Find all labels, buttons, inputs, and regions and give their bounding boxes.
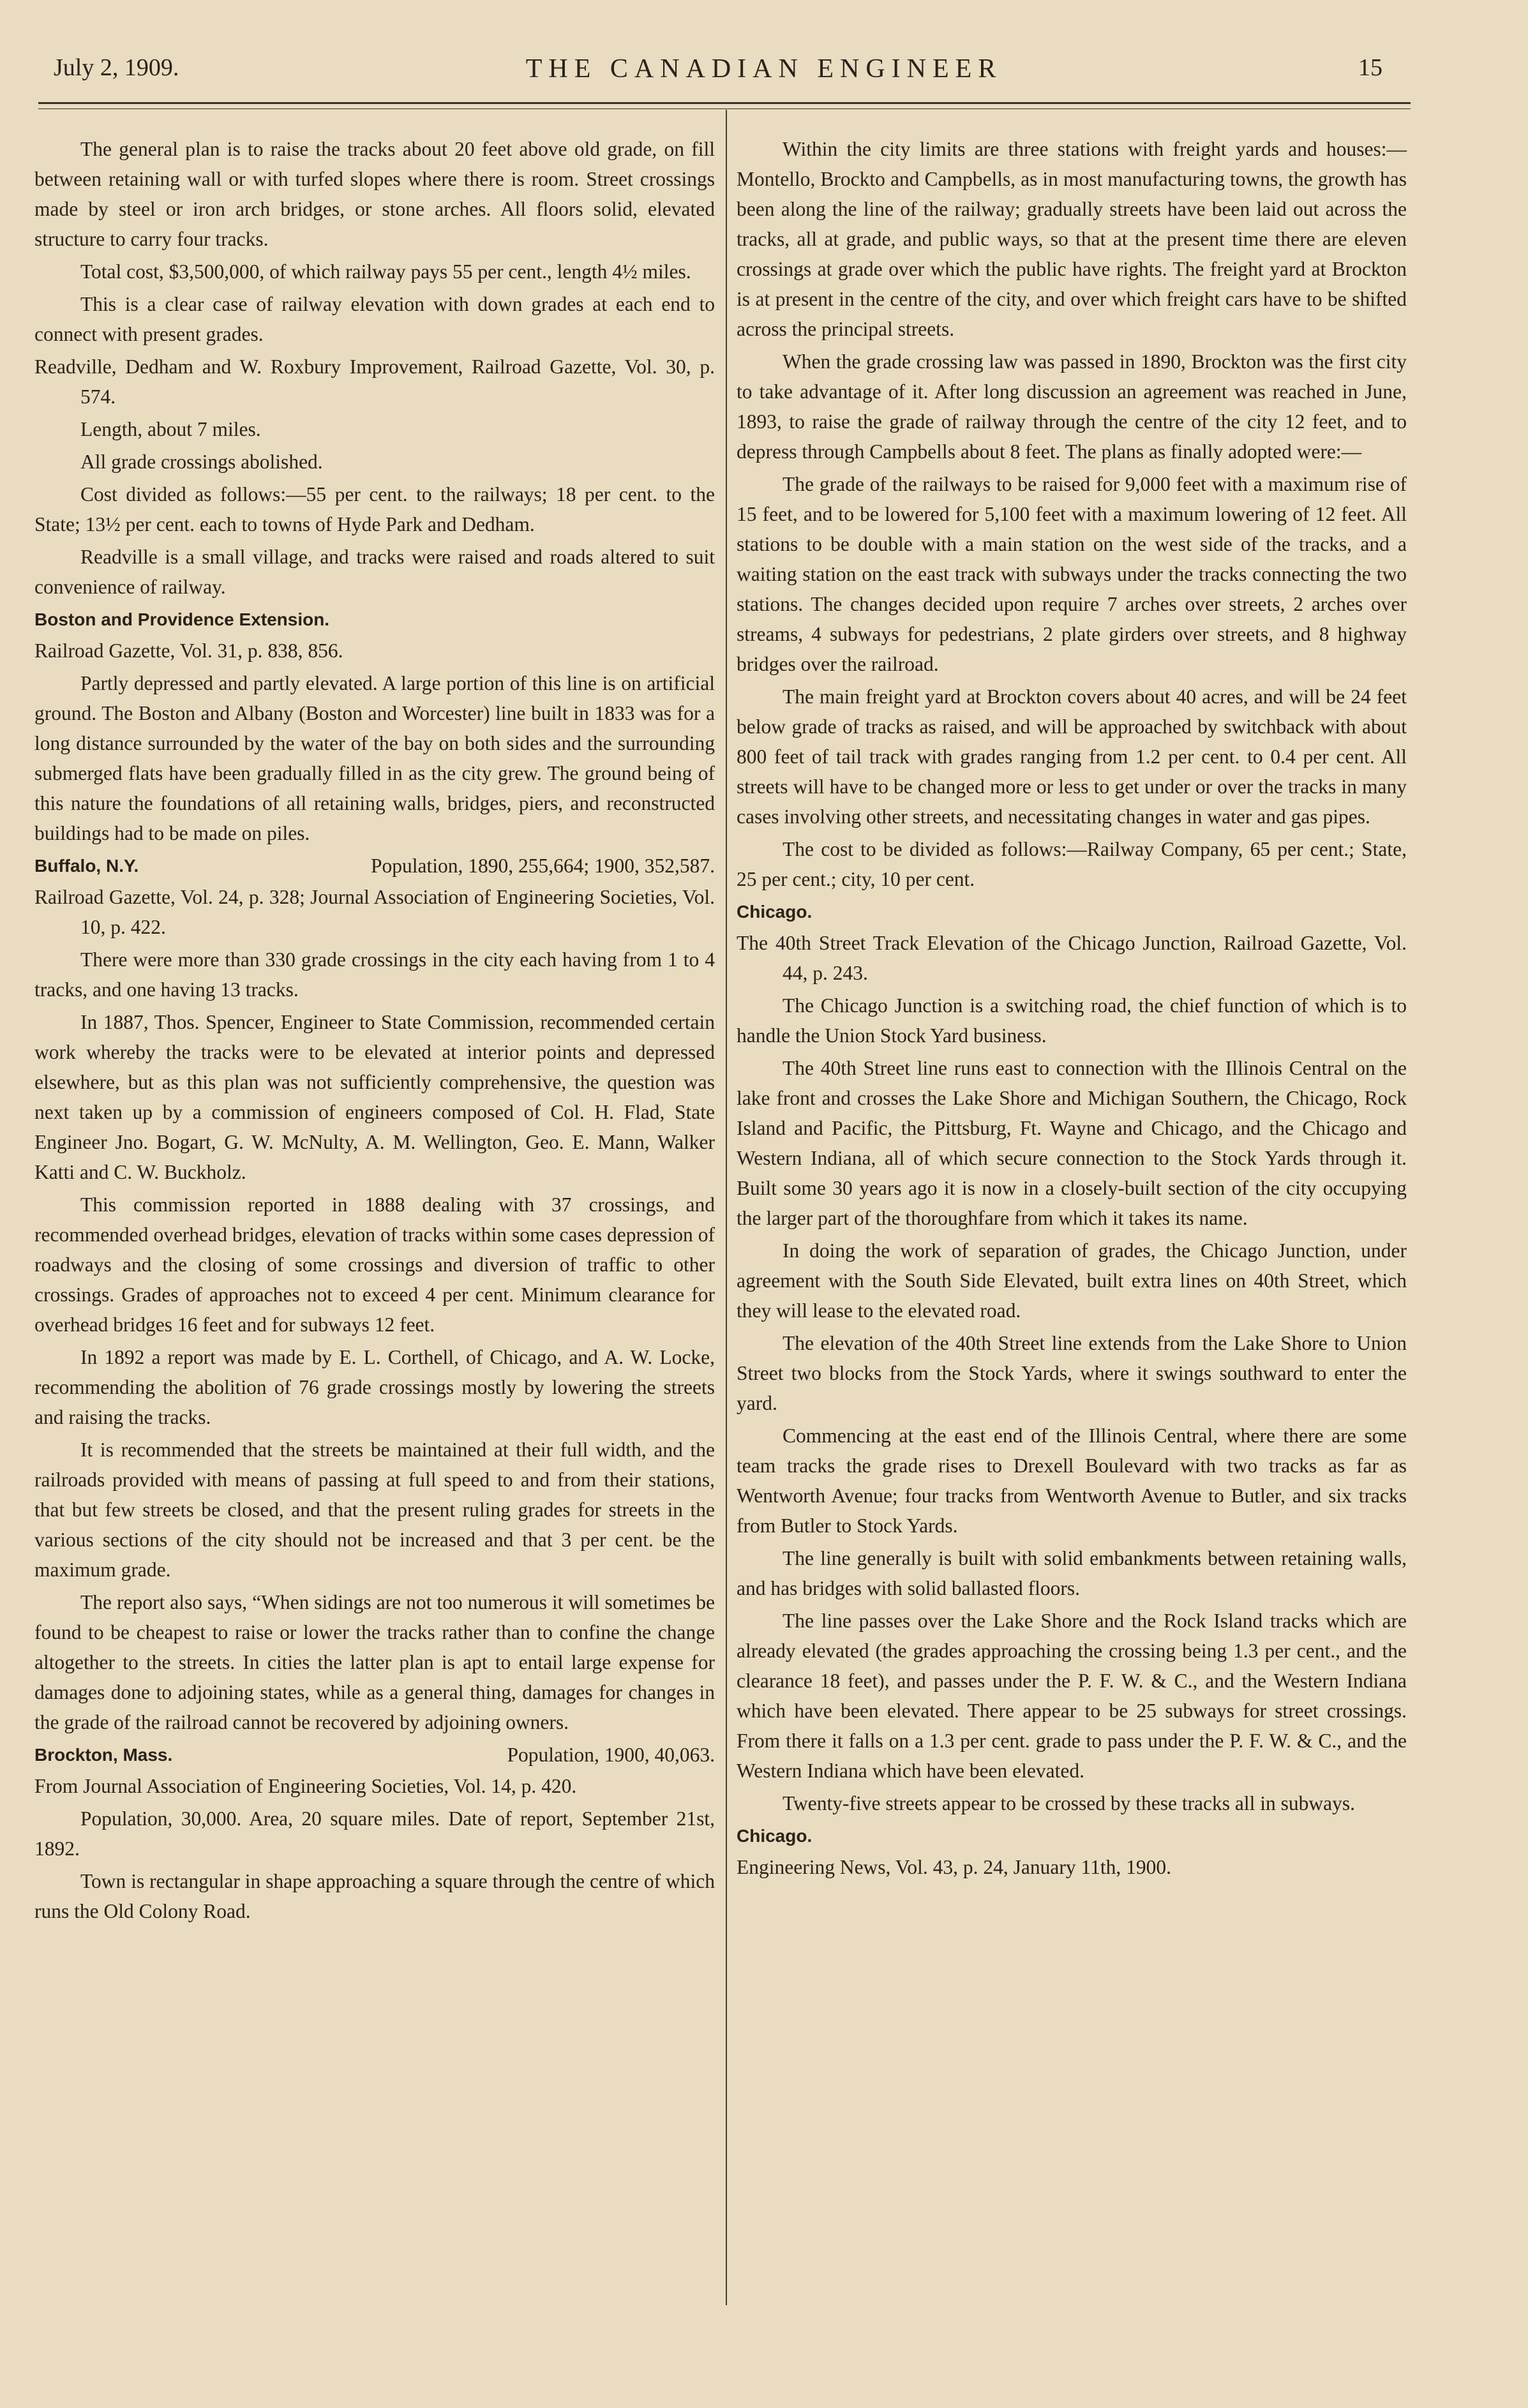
paragraph: The line passes over the Lake Shore and the Rock Island tracks which are already elevated (the grades approaching the crossing being 1.3 per cent., and the clearance 18 feet), and passes under the P. F. W. & C., and the Western Indiana which have been elevated. There appear to be 25 subways for street crossings. From there it falls on a 1.3 per cent. grade to pass under the P. F. W. & C., and the Western Indiana which have been elevated. (737, 1610, 1407, 1782)
paragraph: All grade crossings abolished. (80, 451, 323, 473)
paragraph: The elevation of the 40th Street line extends from the Lake Shore to Union Street two blocks from the Stock Yards, where it swings southward to enter the yard. (737, 1332, 1407, 1414)
paragraph: Town is rectangular in shape approaching a square through the centre of which runs the Old Colony Road. (34, 1870, 715, 1922)
section-heading-text: Buffalo, N.Y. (34, 856, 139, 876)
paragraph: Twenty-five streets appear to be crossed by these tracks all in subways. (783, 1792, 1356, 1814)
paragraph: In 1892 a report was made by E. L. Corthell, of Chicago, and A. W. Locke, recommending the abolition of 76 grade crossings mostly by lowering the streets and raising the tracks. (34, 1346, 715, 1428)
section-heading (737, 897, 1407, 927)
paragraph: The cost to be divided as follows:—Railway Company, 65 per cent.; State, 25 per cent.; city, 10 per cent. (737, 838, 1407, 890)
issue-date: July 2, 1909. (54, 54, 179, 81)
paragraph: There were more than 330 grade crossings in the city each having from 1 to 4 tracks, and one having 13 tracks. (34, 948, 715, 1001)
paragraph: Railroad Gazette, Vol. 31, p. 838, 856. (34, 639, 343, 662)
paragraph: Engineering News, Vol. 43, p. 24, January 11th, 1900. (737, 1856, 1171, 1878)
paragraph: When the grade crossing law was passed in 1890, Brockton was the first city to take advantage of it. After long discussion an agreement was reached in June, 1893, to raise the grade of railway through the centre of the city 12 feet, and to depress through Campbells about 8 feet. The plans as finally adopted were:— (737, 350, 1407, 463)
section-heading (34, 1740, 715, 1770)
header-rule-thick (38, 102, 1411, 104)
paragraph: The line generally is built with solid embankments between retaining walls, and has bridges with solid ballasted floors. (737, 1547, 1407, 1599)
paragraph: Commencing at the east end of the Illinois Central, where there are some team tracks the grade rises to Drexell Boulevard with two tracks as far as Wentworth Avenue; four tracks from Wentworth Avenue to Butler, and six tracks from Butler to Stock Yards. (737, 1425, 1407, 1537)
paragraph: Within the city limits are three stations with freight yards and houses:—Montello, Brockto and Campbells, as in most manufacturing towns, the growth has been along the line of the railway; gradually streets have been laid out across the tracks, all at grade, and public ways, so that at the present time there are eleven crossings at grade over which the public have rights. The freight yard at Brockton is at present in the centre of the city, and over which freight cars have to be shifted across the principal streets. (737, 138, 1407, 340)
paragraph: The grade of the railways to be raised for 9,000 feet with a maximum rise of 15 feet, and to be lowered for 5,100 feet with a maximum lowering of 12 feet. All stations to be double with a main station on the west side of the tracks, and a waiting station on the east track with subways under the tracks connecting the two stations. The changes decided upon require 7 arches over streets, 2 arches over streams, 4 subways for pedestrians, 2 plate girders over streets, and 8 highway bridges over the railroad. (737, 473, 1407, 675)
publication-title: THE CANADIAN ENGINEER (525, 54, 1003, 84)
paragraph: Length, about 7 miles. (80, 418, 261, 440)
section-heading-text: Brockton, Mass. (34, 1745, 173, 1765)
population-note: Population, 1890, 255,664; 1900, 352,587. (370, 855, 715, 877)
column-divider (726, 110, 727, 2305)
section-heading-text: Boston and Providence Extension. (34, 609, 330, 629)
section-heading (34, 604, 715, 634)
right-column (737, 134, 1407, 1885)
paragraph: The Chicago Junction is a switching road, the chief function of which is to handle the Union Stock Yard business. (737, 994, 1407, 1047)
paragraph: The 40th Street line runs east to connection with the Illinois Central on the lake front and crosses the Lake Shore and Michigan Southern, the Chicago, Rock Island and Pacific, the Pittsburg, Ft. Wayne and Chicago, and the Chicago and Western Indiana, all of which secure connection to the Stock Yards through it. Built some 30 years ago it is now in a closely-built section of the city occupying the larger part of the thoroughfare from which it takes its name. (737, 1057, 1407, 1229)
paragraph: Total cost, $3,500,000, of which railway pays 55 per cent., length 4½ miles. (80, 260, 691, 283)
paragraph: Readville, Dedham and W. Roxbury Improvement, Railroad Gazette, Vol. 30, p. 574. (34, 355, 715, 408)
page-number: 15 (1358, 54, 1382, 81)
paragraph: In 1887, Thos. Spencer, Engineer to State Commission, recommended certain work whereby the tracks were to be elevated at interior points and depressed elsewhere, but as this plan was not sufficiently comprehensive, the question was next taken up by a commission of engineers composed of Col. H. Flad, State Engineer Jno. Bogart, G. W. McNulty, A. M. Wellington, Geo. E. Mann, Walker Katti and C. W. Buckholz. (34, 1011, 715, 1183)
paragraph: From Journal Association of Engineering Societies, Vol. 14, p. 420. (34, 1775, 577, 1797)
population-note: Population, 1900, 40,063. (507, 1744, 715, 1766)
paragraph: This commission reported in 1888 dealing with 37 crossings, and recommended overhead bridges, elevation of tracks within some cases depression of roadways and the closing of some crossings and diversion of traffic to other crossings. Grades of approaches not to exceed 4 per cent. Minimum clearance for overhead bridges 16 feet and for subways 12 feet. (34, 1193, 715, 1336)
paragraph: In doing the work of separation of grades, the Chicago Junction, under agreement with the South Side Elevated, built extra lines on 40th Street, which they will lease to the elevated road. (737, 1239, 1407, 1322)
section-heading (737, 1821, 1407, 1851)
paragraph: Partly depressed and partly elevated. A large portion of this line is on artificial ground. The Boston and Albany (Boston and Worcester) line built in 1833 was for a long distance surrounded by the water of the bay on both sides and the surrounding submerged flats have been gradually filled in as the city grew. The ground being of this nature the foundations of all retaining walls, bridges, piers, and reconstructed buildings had to be made on piles. (34, 672, 715, 844)
paragraph: Railroad Gazette, Vol. 24, p. 328; Journal Association of Engineering Societies, Vol. 10, p. 422. (34, 886, 715, 938)
paragraph: The general plan is to raise the tracks about 20 feet above old grade, on fill between retaining wall or with turfed slopes where there is room. Street crossings made by steel or iron arch bridges, or stone arches. All floors solid, elevated structure to carry four tracks. (34, 138, 715, 250)
section-heading (34, 851, 715, 881)
section-heading-text: Chicago. (737, 1826, 813, 1846)
left-column (34, 134, 715, 1929)
paragraph: The report also says, “When sidings are not too numerous it will sometimes be found to be cheapest to raise or lower the tracks rather than to confine the change altogether to the streets. In cities the latter plan is apt to entail large expense for damages done to adjoining states, while as a general thing, damages for changes in the grade of the railroad cannot be recovered by adjoining owners. (34, 1591, 715, 1733)
page-header (0, 54, 1528, 92)
header-rule-thin (38, 108, 1411, 109)
section-heading-text: Chicago. (737, 902, 813, 922)
paragraph: Cost divided as follows:—55 per cent. to the railways; 18 per cent. to the State; 13½ per cent. each to towns of Hyde Park and Dedham. (34, 483, 715, 535)
paragraph: The main freight yard at Brockton covers about 40 acres, and will be 24 feet below grade of tracks as raised, and will be approached by switchback with about 800 feet of tail track with grades ranging from 1.2 per cent. to 0.4 per cent. All streets will have to be changed more or less to get under or over the tracks in many cases involving other streets, and necessitating changes in water and gas pipes. (737, 685, 1407, 828)
paragraph: It is recommended that the streets be maintained at their full width, and the railroads provided with means of passing at full speed to and from their stations, that but few streets be closed, and that the present ruling grades for streets in the various sections of the city should not be increased and that 3 per cent. be the maximum grade. (34, 1439, 715, 1581)
paragraph: The 40th Street Track Elevation of the Chicago Junction, Railroad Gazette, Vol. 44, p. 243. (737, 932, 1407, 984)
paragraph: Readville is a small village, and tracks were raised and roads altered to suit convenience of railway. (34, 546, 715, 598)
paragraph: This is a clear case of railway elevation with down grades at each end to connect with present grades. (34, 293, 715, 345)
paragraph: Population, 30,000. Area, 20 square miles. Date of report, September 21st, 1892. (34, 1807, 715, 1860)
